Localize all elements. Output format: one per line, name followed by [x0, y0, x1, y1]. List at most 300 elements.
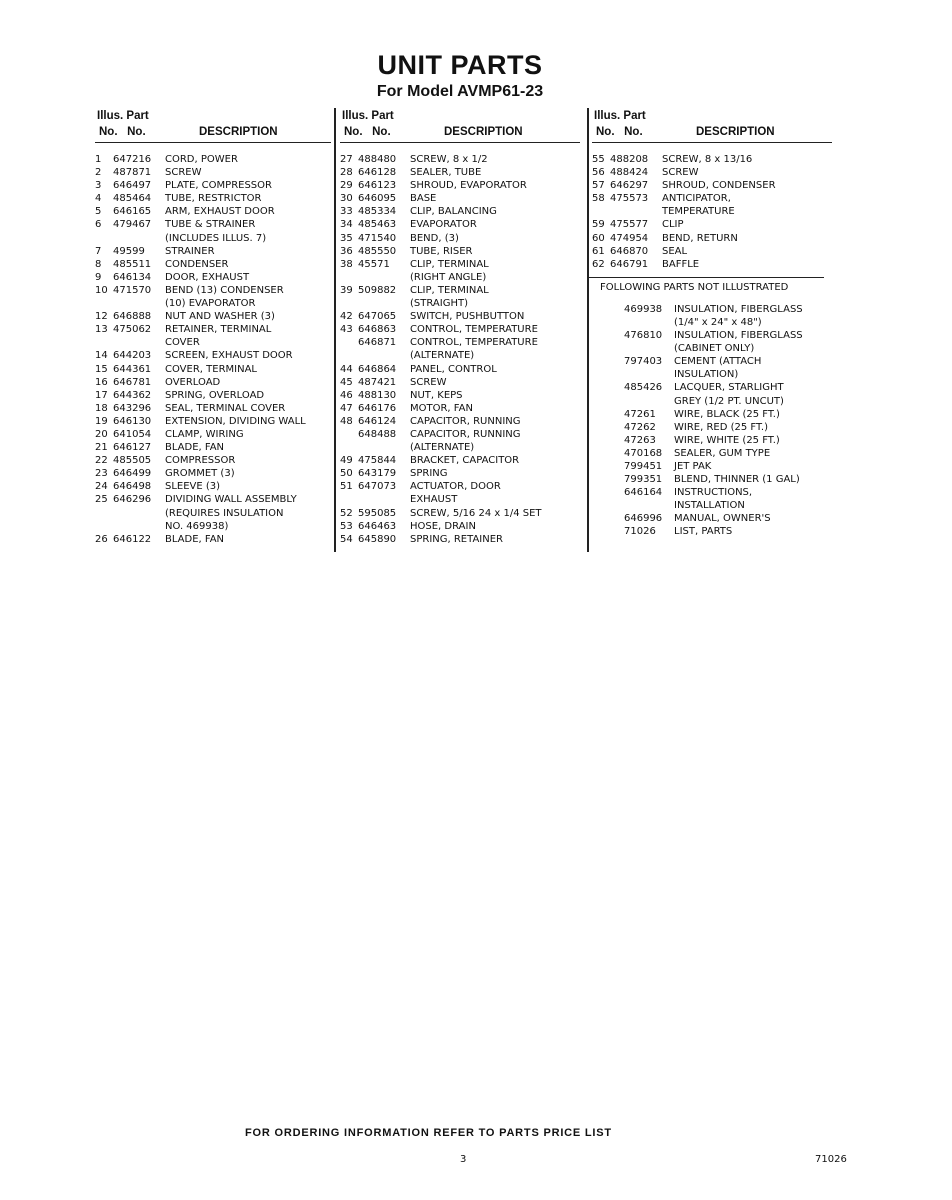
not-illustrated-heading: FOLLOWING PARTS NOT ILLUSTRATED	[600, 281, 789, 293]
part-row	[340, 363, 580, 376]
part-number: 485505	[113, 455, 152, 467]
part-number: 47262	[624, 421, 656, 433]
part-number: 646122	[113, 533, 152, 545]
part-row	[95, 323, 331, 336]
part-description: CLIP, TERMINAL	[410, 258, 489, 270]
illus-number: 16	[95, 376, 108, 388]
illus-number	[95, 336, 113, 349]
part-number	[113, 520, 165, 533]
part-description: CLIP, TERMINAL	[410, 284, 489, 296]
part-description: TUBE, RISER	[410, 245, 473, 257]
part-number: 646123	[358, 180, 397, 192]
illus-number: 21	[95, 442, 108, 454]
part-number: 646498	[113, 481, 152, 493]
part-description: STRAINER	[165, 245, 215, 257]
illus-number: 12	[95, 311, 108, 323]
illus-number	[592, 205, 610, 218]
part-row	[95, 232, 331, 245]
illus-number: 14	[95, 350, 108, 362]
part-row	[95, 415, 331, 428]
part-description: COVER, TERMINAL	[165, 363, 257, 375]
part-number	[624, 499, 674, 512]
illus-number	[592, 342, 624, 355]
part-number: 485334	[358, 206, 397, 218]
part-row	[340, 245, 580, 258]
part-row	[592, 395, 832, 408]
illus-number	[95, 297, 113, 310]
part-description: MOTOR, FAN	[410, 402, 473, 414]
column-header	[95, 110, 331, 143]
part-number: 479467	[113, 219, 152, 231]
header-no: No. No.	[344, 126, 391, 138]
part-description: (INCLUDES ILLUS. 7)	[165, 232, 267, 244]
illus-number: 30	[340, 193, 353, 205]
illus-number	[592, 421, 624, 434]
part-description: INSULATION, FIBERGLASS	[674, 330, 803, 342]
part-row	[340, 153, 580, 166]
part-row	[340, 428, 580, 441]
illus-number: 2	[95, 167, 102, 179]
part-number: 647065	[358, 311, 397, 323]
illus-number	[592, 434, 624, 447]
part-number: 476810	[624, 330, 663, 342]
part-description: (STRAIGHT)	[410, 298, 468, 310]
part-description: HOSE, DRAIN	[410, 520, 476, 532]
part-number: 488208	[610, 154, 649, 165]
part-number	[358, 297, 410, 310]
part-description: BEND (13) CONDENSER	[165, 284, 284, 296]
part-row	[95, 245, 331, 258]
part-number: 641054	[113, 428, 152, 440]
part-number: 595085	[358, 507, 397, 519]
part-number: 485426	[624, 382, 663, 394]
part-row	[340, 389, 580, 402]
section-separator	[588, 277, 824, 278]
part-row	[95, 441, 331, 454]
part-row	[95, 284, 331, 297]
part-number: 646497	[113, 180, 152, 192]
part-number	[358, 271, 410, 284]
part-row	[340, 493, 580, 506]
part-row	[592, 179, 832, 192]
part-number	[624, 395, 674, 408]
part-row	[95, 507, 331, 520]
part-description: CLAMP, WIRING	[165, 428, 244, 440]
part-number: 47261	[624, 408, 656, 420]
part-description: CEMENT (ATTACH	[674, 356, 762, 368]
illus-number: 52	[340, 507, 353, 519]
part-number: 648488	[358, 428, 397, 440]
header-description: DESCRIPTION	[199, 126, 278, 138]
part-description: SHROUD, CONDENSER	[662, 180, 776, 192]
illus-number: 22	[95, 455, 108, 467]
part-description: INSTRUCTIONS,	[674, 487, 753, 499]
part-row	[592, 245, 832, 258]
illus-number: 27	[340, 154, 353, 165]
part-description: (RIGHT ANGLE)	[410, 271, 487, 283]
part-row	[592, 329, 832, 342]
part-description: SHROUD, EVAPORATOR	[410, 180, 527, 192]
part-number	[624, 342, 674, 355]
parts-column-2	[340, 110, 580, 546]
part-row	[340, 520, 580, 533]
header-illus-part: Illus. Part	[594, 110, 646, 122]
part-description: CORD, POWER	[165, 154, 238, 165]
part-description: BAFFLE	[662, 258, 700, 270]
part-number: 644362	[113, 389, 152, 401]
illus-number: 36	[340, 245, 353, 257]
part-row	[592, 447, 832, 460]
part-row	[592, 258, 832, 271]
illus-number: 5	[95, 206, 102, 218]
part-number: 485550	[358, 245, 397, 257]
illus-number: 8	[95, 258, 102, 270]
part-row	[340, 480, 580, 493]
part-description: OVERLOAD	[165, 376, 221, 388]
part-description: SCREW, 8 x 1/2	[410, 154, 488, 165]
part-row	[340, 323, 580, 336]
part-description: SEALER, GUM TYPE	[674, 447, 771, 459]
part-description: BASE	[410, 193, 437, 205]
part-description: EVAPORATOR	[410, 219, 477, 231]
part-row	[95, 179, 331, 192]
part-description: SEALER, TUBE	[410, 167, 482, 179]
illus-number: 62	[592, 258, 605, 270]
part-description: SPRING, RETAINER	[410, 533, 503, 545]
part-description: CONTROL, TEMPERATURE	[410, 324, 538, 336]
illus-number	[592, 395, 624, 408]
part-row	[592, 460, 832, 473]
illus-number	[592, 329, 624, 342]
part-number: 485463	[358, 219, 397, 231]
illus-number	[592, 447, 624, 460]
part-row	[340, 310, 580, 323]
part-row	[592, 153, 832, 166]
part-number: 485511	[113, 258, 152, 270]
part-number: 474954	[610, 232, 649, 244]
part-number	[358, 441, 410, 454]
part-description: GROMMET (3)	[165, 468, 235, 480]
illus-number	[340, 336, 358, 349]
part-description: SCREW	[410, 376, 447, 388]
part-number	[624, 368, 674, 381]
illus-number	[95, 232, 113, 245]
illus-number: 6	[95, 219, 102, 231]
part-row	[95, 192, 331, 205]
illus-number: 20	[95, 428, 108, 440]
header-illus-part: Illus. Part	[342, 110, 394, 122]
part-row	[592, 232, 832, 245]
part-description: DOOR, EXHAUST	[165, 271, 250, 283]
part-description: GREY (1/2 PT. UNCUT)	[674, 395, 784, 407]
part-row	[95, 520, 331, 533]
part-number: 49599	[113, 245, 145, 257]
parts-column-1	[95, 110, 331, 546]
part-number: 488130	[358, 389, 397, 401]
illus-number	[592, 460, 624, 473]
illus-number: 61	[592, 245, 605, 257]
illus-number	[592, 368, 624, 381]
part-row	[340, 218, 580, 231]
part-description: SEAL, TERMINAL COVER	[165, 402, 286, 414]
part-number: 488424	[610, 167, 649, 179]
part-description: INSULATION, FIBERGLASS	[674, 303, 803, 315]
part-row	[592, 512, 832, 525]
part-description: WIRE, WHITE (25 FT.)	[674, 434, 780, 446]
part-description: CLIP, BALANCING	[410, 206, 497, 218]
parts-list	[95, 153, 331, 546]
part-row	[340, 454, 580, 467]
part-row	[340, 271, 580, 284]
illus-number: 24	[95, 481, 108, 493]
part-number: 471540	[358, 232, 397, 244]
part-number: 646781	[113, 376, 152, 388]
part-number: 799451	[624, 460, 663, 472]
part-description: JET PAK	[674, 460, 712, 472]
illus-number	[95, 520, 113, 533]
part-number: 47263	[624, 434, 656, 446]
illus-number: 54	[340, 533, 353, 545]
illus-number: 9	[95, 271, 102, 283]
part-row	[340, 376, 580, 389]
part-number	[624, 316, 674, 329]
part-row	[592, 421, 832, 434]
part-row	[592, 368, 832, 381]
illus-number: 33	[340, 206, 353, 218]
part-description: CLIP	[662, 219, 684, 231]
part-row	[340, 232, 580, 245]
part-number: 470168	[624, 447, 663, 459]
part-number: 646130	[113, 415, 152, 427]
part-description: ACTUATOR, DOOR	[410, 481, 501, 493]
part-row	[340, 467, 580, 480]
part-description: TUBE & STRAINER	[165, 219, 256, 231]
part-number: 646165	[113, 206, 152, 218]
part-number: 646134	[113, 271, 152, 283]
part-number: 475577	[610, 219, 649, 231]
part-number	[358, 493, 410, 506]
part-number: 475062	[113, 324, 152, 336]
part-description: CONTROL, TEMPERATURE	[410, 337, 538, 349]
column-divider	[587, 108, 589, 552]
illus-number	[592, 408, 624, 421]
part-row	[592, 434, 832, 447]
illus-number: 28	[340, 167, 353, 179]
illus-number: 3	[95, 180, 102, 192]
part-description: ANTICIPATOR,	[662, 193, 731, 205]
part-description: (ALTERNATE)	[410, 442, 475, 454]
illus-number: 59	[592, 219, 605, 231]
illus-number: 44	[340, 363, 353, 375]
part-description: PLATE, COMPRESSOR	[165, 180, 272, 192]
page-number: 3	[460, 1154, 467, 1165]
part-number: 646863	[358, 324, 397, 336]
illus-number: 13	[95, 324, 108, 336]
illus-number: 60	[592, 232, 605, 244]
part-row	[592, 205, 832, 218]
column-header	[340, 110, 580, 143]
column-header	[592, 110, 832, 143]
illus-number	[592, 499, 624, 512]
illus-number: 53	[340, 520, 353, 532]
part-description: TEMPERATURE	[662, 206, 735, 218]
part-description: PANEL, CONTROL	[410, 363, 497, 375]
illus-number	[592, 316, 624, 329]
illus-number	[592, 525, 624, 538]
part-row	[592, 342, 832, 355]
part-description: SEAL	[662, 245, 688, 257]
part-row	[592, 192, 832, 205]
part-number: 647216	[113, 154, 152, 165]
part-description: ARM, EXHAUST DOOR	[165, 206, 275, 218]
illus-number	[95, 507, 113, 520]
ordering-note: FOR ORDERING INFORMATION REFER TO PARTS PRICE LIST	[245, 1127, 612, 1139]
part-number: 646164	[624, 487, 663, 499]
illus-number: 26	[95, 533, 108, 545]
part-row	[95, 297, 331, 310]
part-description: SCREW, 8 x 13/16	[662, 154, 753, 165]
part-description: RETAINER, TERMINAL	[165, 324, 272, 336]
illus-number: 51	[340, 481, 353, 493]
part-row	[95, 310, 331, 323]
illus-number: 17	[95, 389, 108, 401]
part-number	[113, 507, 165, 520]
illus-number	[340, 493, 358, 506]
part-description: BRACKET, CAPACITOR	[410, 455, 520, 467]
part-number: 647073	[358, 481, 397, 493]
illus-number: 47	[340, 402, 353, 414]
part-description: CAPACITOR, RUNNING	[410, 415, 521, 427]
part-row	[592, 473, 832, 486]
part-number: 487421	[358, 376, 397, 388]
part-description: BLEND, THINNER (1 GAL)	[674, 474, 800, 486]
part-row	[340, 258, 580, 271]
part-row	[340, 415, 580, 428]
part-row	[95, 467, 331, 480]
part-row	[95, 349, 331, 362]
illus-number: 25	[95, 494, 108, 506]
part-description: CAPACITOR, RUNNING	[410, 428, 521, 440]
illus-number: 50	[340, 468, 353, 480]
illus-number: 23	[95, 468, 108, 480]
illus-number: 42	[340, 311, 353, 323]
part-description: CONDENSER	[165, 258, 229, 270]
part-number: 644361	[113, 363, 152, 375]
part-row	[95, 336, 331, 349]
part-number: 71026	[624, 526, 656, 538]
part-description: SCREW, 5/16 24 x 1/4 SET	[410, 507, 542, 519]
part-number	[610, 205, 662, 218]
part-row	[340, 349, 580, 362]
part-row	[592, 525, 832, 538]
illus-number	[592, 486, 624, 499]
part-row	[592, 316, 832, 329]
part-description: NUT, KEPS	[410, 389, 463, 401]
part-number: 646871	[358, 337, 397, 349]
part-number: 646128	[358, 167, 397, 179]
part-description: SLEEVE (3)	[165, 481, 221, 493]
part-row	[592, 408, 832, 421]
part-description: WIRE, BLACK (25 FT.)	[674, 408, 780, 420]
part-row	[340, 533, 580, 546]
illus-number: 34	[340, 219, 353, 231]
part-row	[95, 454, 331, 467]
part-number: 646996	[624, 513, 663, 525]
part-description: COMPRESSOR	[165, 455, 236, 467]
part-description: DIVIDING WALL ASSEMBLY	[165, 494, 297, 506]
illus-number	[592, 473, 624, 486]
part-row	[592, 381, 832, 394]
part-description: (1/4" x 24" x 48")	[674, 316, 762, 328]
part-number: 475844	[358, 455, 397, 467]
part-row	[95, 205, 331, 218]
part-description: TUBE, RESTRICTOR	[165, 193, 262, 205]
part-description: (10) EVAPORATOR	[165, 298, 256, 310]
part-row	[95, 218, 331, 231]
illus-number	[340, 297, 358, 310]
illus-number: 29	[340, 180, 353, 192]
illus-number	[340, 428, 358, 441]
part-description: SPRING	[410, 468, 448, 480]
part-description: BLADE, FAN	[165, 533, 225, 545]
part-row	[340, 192, 580, 205]
part-description: INSTALLATION	[674, 500, 745, 512]
illus-number: 38	[340, 258, 353, 270]
part-number: 509882	[358, 284, 397, 296]
parts-list	[340, 153, 580, 546]
illus-number	[592, 303, 624, 316]
part-number: 643179	[358, 468, 397, 480]
part-number: 471570	[113, 284, 152, 296]
illus-number: 19	[95, 415, 108, 427]
part-description: EXHAUST	[410, 494, 458, 506]
illus-number: 56	[592, 167, 605, 179]
part-description: EXTENSION, DIVIDING WALL	[165, 415, 306, 427]
illus-number: 35	[340, 232, 353, 244]
part-description: WIRE, RED (25 FT.)	[674, 421, 768, 433]
part-number: 646888	[113, 311, 152, 323]
illus-number: 45	[340, 376, 353, 388]
part-row	[95, 376, 331, 389]
part-description: SPRING, OVERLOAD	[165, 389, 265, 401]
part-number: 646870	[610, 245, 649, 257]
part-row	[95, 533, 331, 546]
part-description: (ALTERNATE)	[410, 350, 475, 362]
part-row	[340, 441, 580, 454]
illus-number: 58	[592, 193, 605, 205]
parts-column-3	[592, 110, 832, 539]
part-description: LIST, PARTS	[674, 526, 733, 538]
illus-number: 15	[95, 363, 108, 375]
part-description: SWITCH, PUSHBUTTON	[410, 311, 525, 323]
illus-number: 7	[95, 245, 102, 257]
not-illustrated-list	[592, 303, 832, 539]
part-row	[95, 153, 331, 166]
header-description: DESCRIPTION	[696, 126, 775, 138]
part-row	[592, 303, 832, 316]
part-number: 646095	[358, 193, 397, 205]
part-row	[592, 355, 832, 368]
part-row	[95, 363, 331, 376]
document-code: 71026	[815, 1154, 847, 1165]
part-row	[340, 166, 580, 179]
illus-number	[340, 441, 358, 454]
part-number: 488480	[358, 154, 397, 165]
parts-list	[592, 153, 832, 271]
part-description: (REQUIRES INSULATION	[165, 507, 284, 519]
part-description: NO. 469938)	[165, 520, 229, 532]
illus-number: 55	[592, 154, 605, 165]
